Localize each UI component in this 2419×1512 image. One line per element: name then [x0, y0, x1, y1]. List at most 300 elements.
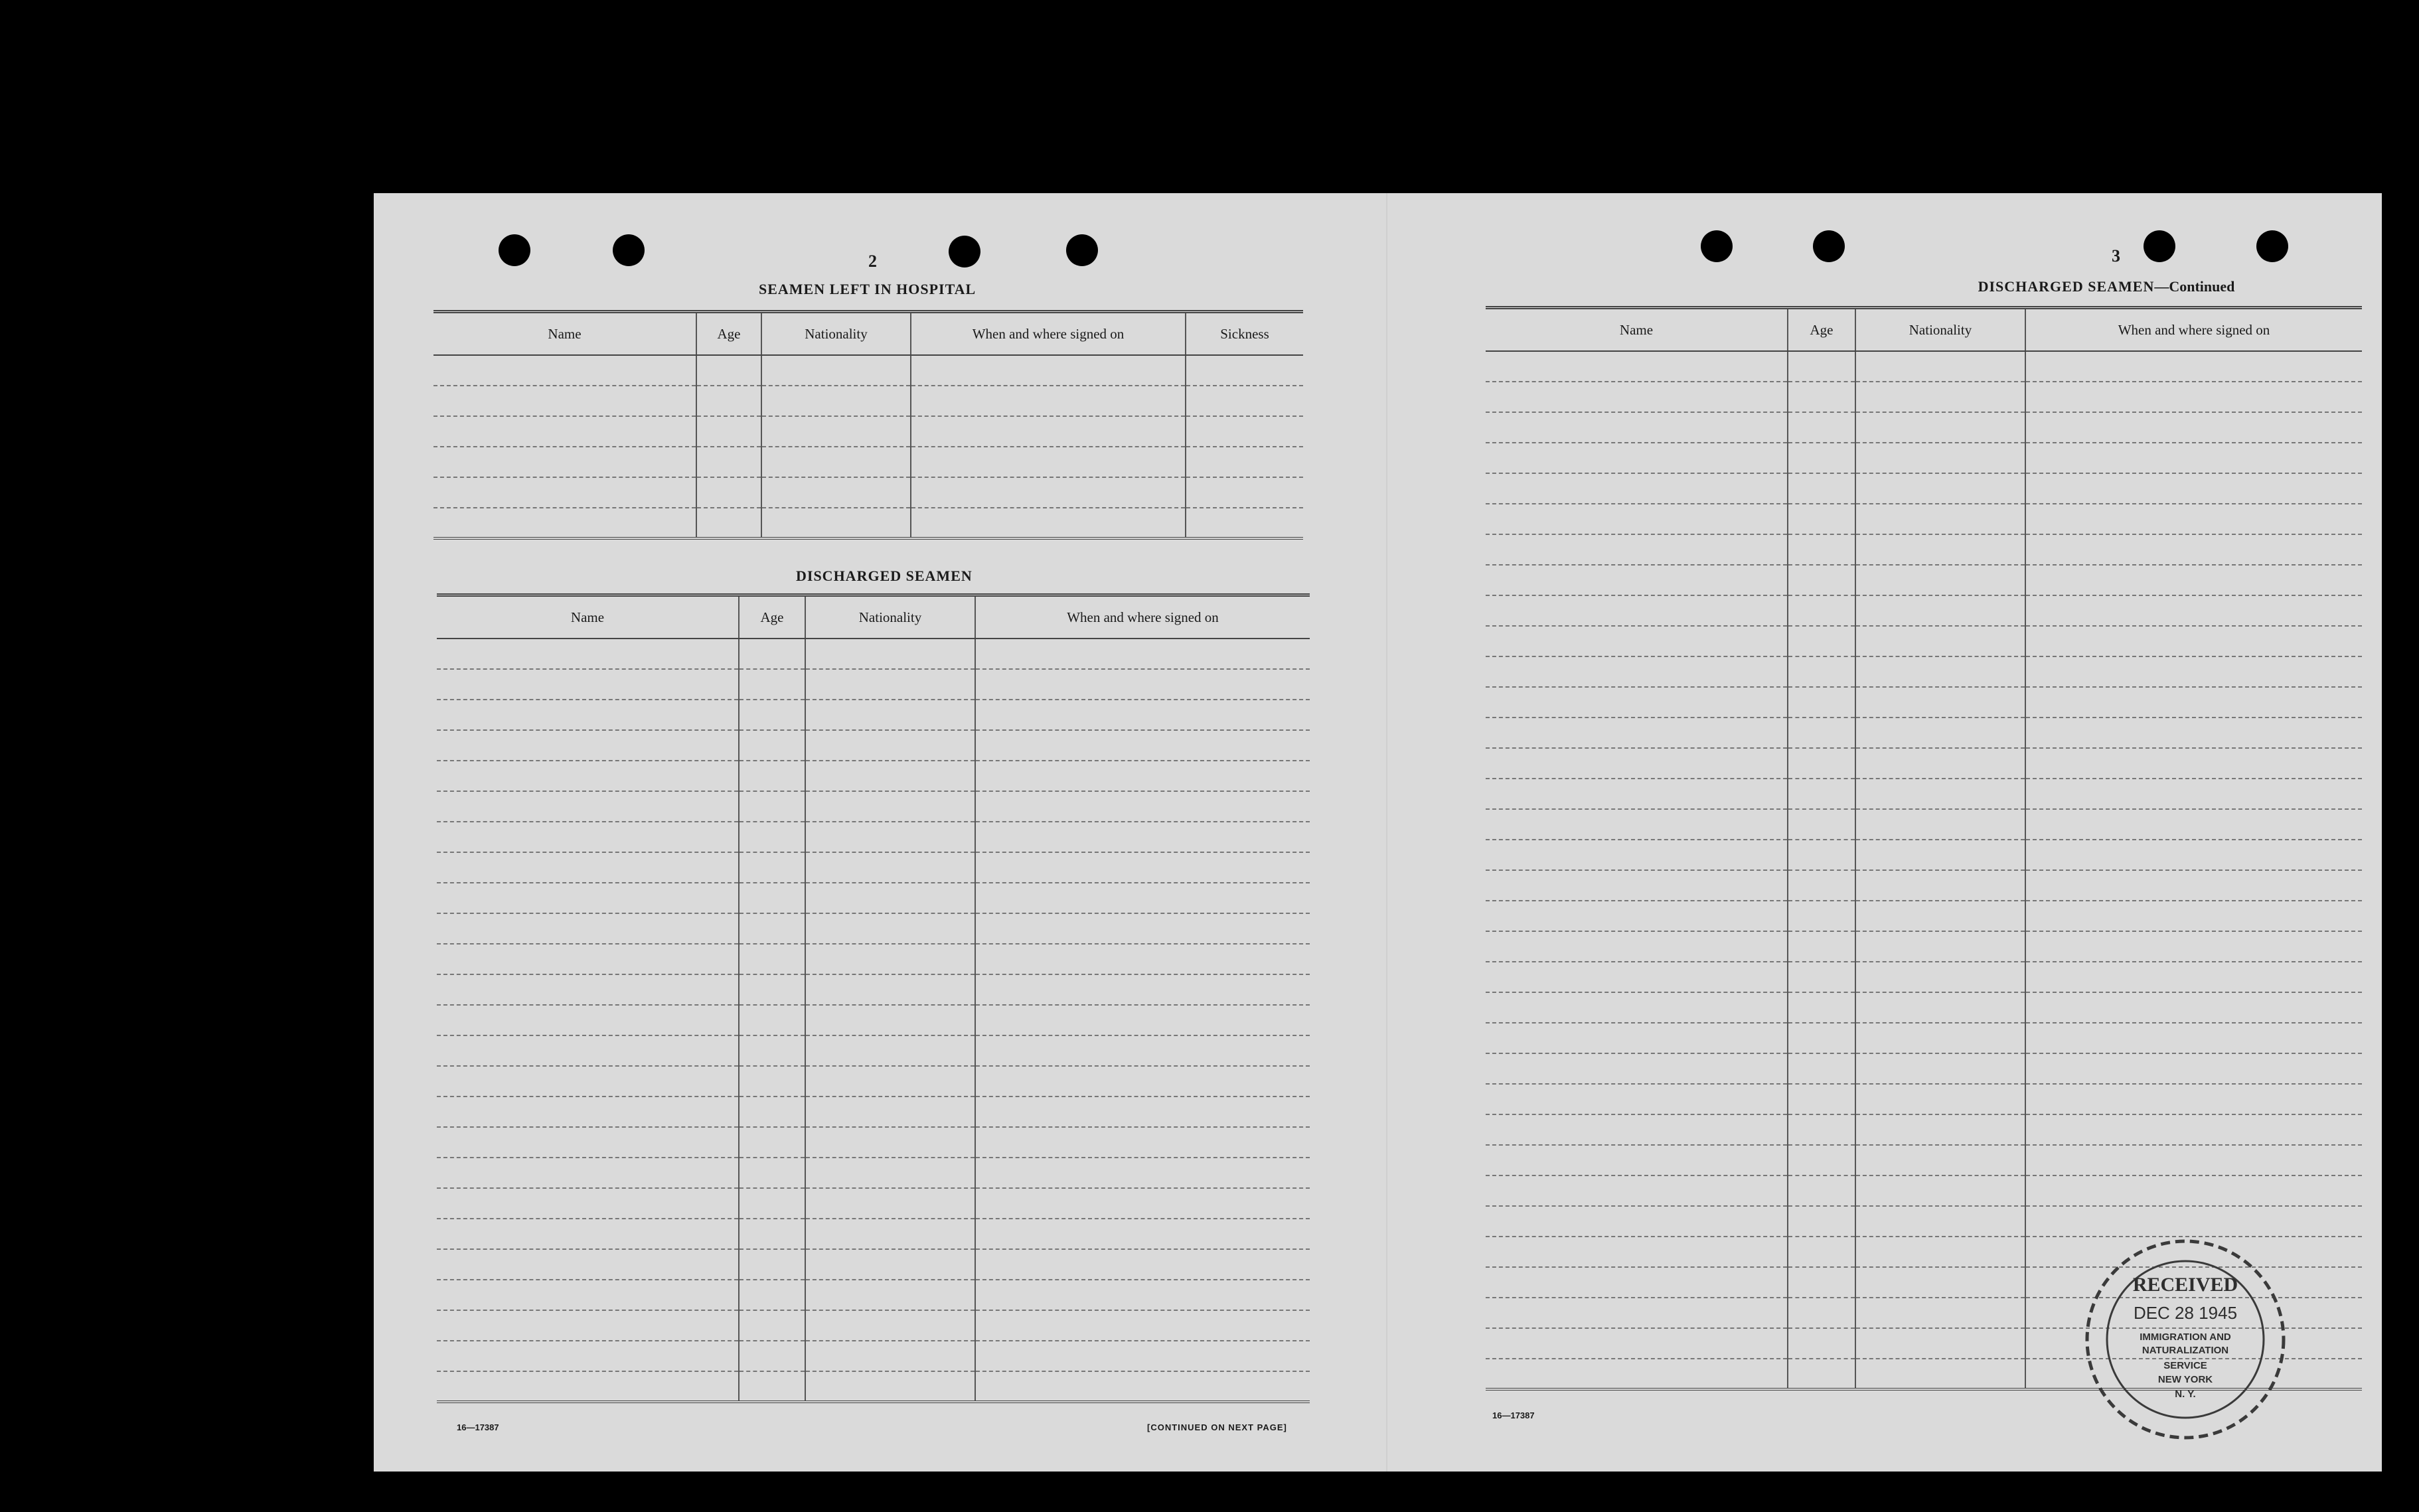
column-header: Nationality [761, 312, 911, 356]
table-header-row [433, 312, 1303, 356]
table-cell [975, 974, 1310, 1005]
table-row [437, 913, 1310, 944]
table-cell [1855, 1298, 2025, 1328]
table-row [433, 508, 1303, 538]
table-cell [1486, 687, 1788, 718]
table-cell [1855, 840, 2025, 870]
table-cell [805, 974, 975, 1005]
table-cell [805, 1249, 975, 1280]
table-cell [437, 669, 739, 700]
table-cell [975, 883, 1310, 913]
table-cell [975, 1066, 1310, 1096]
table-cell [1486, 382, 1788, 412]
section-title-main: DISCHARGED SEAMEN [1978, 278, 2155, 295]
table-cell [437, 913, 739, 944]
section-title-suffix: —Continued [2154, 278, 2235, 295]
table-row [1486, 809, 2362, 840]
table-cell [1788, 1114, 1855, 1145]
table-cell [975, 700, 1310, 730]
table-row [1486, 1175, 2362, 1206]
table-cell [1855, 1114, 2025, 1145]
table-row [1486, 748, 2362, 779]
table-cell [1486, 656, 1788, 687]
table-cell [1486, 1328, 1788, 1359]
column-header: When and where signed on [2025, 308, 2362, 352]
table-cell [761, 508, 911, 538]
continued-note: [CONTINUED ON NEXT PAGE] [1147, 1422, 1287, 1432]
table-row [1486, 595, 2362, 626]
table-cell [805, 1341, 975, 1371]
table-row [437, 730, 1310, 761]
table-cell [1486, 1145, 1788, 1175]
table-cell [1788, 870, 1855, 901]
table-cell [739, 852, 805, 883]
table-cell [1855, 809, 2025, 840]
table-cell [1486, 779, 1788, 809]
table-row [437, 761, 1310, 791]
table-cell [1788, 718, 1855, 748]
table-cell [975, 1249, 1310, 1280]
table-cell [1186, 386, 1303, 416]
table-cell [1855, 931, 2025, 962]
hospital-table [433, 310, 1303, 540]
table-cell [437, 822, 739, 852]
table-cell [1788, 1175, 1855, 1206]
table-cell [1855, 382, 2025, 412]
table-cell [1486, 748, 1788, 779]
column-header: Age [696, 312, 761, 356]
table-cell [739, 974, 805, 1005]
table-cell [975, 852, 1310, 883]
table-cell [437, 1280, 739, 1310]
table-cell [437, 1158, 739, 1188]
table-row [1486, 565, 2362, 595]
table-row [1486, 901, 2362, 931]
table-row [1486, 931, 2362, 962]
table-cell [696, 416, 761, 447]
left-page [374, 193, 1369, 1472]
table-cell [805, 1371, 975, 1402]
table-cell [1855, 870, 2025, 901]
table-cell [761, 386, 911, 416]
table-cell [805, 730, 975, 761]
table-cell [437, 944, 739, 974]
table-row [1486, 1206, 2362, 1237]
table-cell [1788, 473, 1855, 504]
table-row [437, 669, 1310, 700]
table-row [1486, 1114, 2362, 1145]
table-cell [1186, 447, 1303, 477]
table-cell [739, 1249, 805, 1280]
table-cell [2025, 1114, 2362, 1145]
table-cell [911, 416, 1186, 447]
table-cell [437, 1188, 739, 1219]
table-cell [2025, 687, 2362, 718]
table-cell [739, 1096, 805, 1127]
table-cell [1788, 1298, 1855, 1328]
table-cell [1855, 748, 2025, 779]
discharged-table [437, 593, 1310, 1403]
table-cell [1788, 1206, 1855, 1237]
table-cell [2025, 931, 2362, 962]
table-cell [805, 1127, 975, 1158]
table-cell [437, 791, 739, 822]
discharged-section-title: DISCHARGED SEAMEN [796, 567, 973, 584]
table-cell [2025, 840, 2362, 870]
table-cell [1855, 626, 2025, 656]
table-cell [1486, 1267, 1788, 1298]
received-stamp [2084, 1238, 2287, 1441]
table-cell [2025, 1206, 2362, 1237]
table-cell [1855, 1145, 2025, 1175]
table-cell [805, 944, 975, 974]
table-cell [911, 447, 1186, 477]
table-cell [911, 477, 1186, 508]
table-cell [739, 1066, 805, 1096]
table-cell [1855, 962, 2025, 992]
table-cell [1486, 870, 1788, 901]
table-cell [1855, 351, 2025, 382]
table-cell [437, 883, 739, 913]
table-cell [437, 761, 739, 791]
form-code: 16—17387 [1492, 1410, 1535, 1420]
table-row [1486, 351, 2362, 382]
table-cell [739, 913, 805, 944]
table-cell [761, 447, 911, 477]
table-cell [1486, 626, 1788, 656]
table-cell [761, 416, 911, 447]
table-cell [1186, 477, 1303, 508]
table-cell [1855, 1328, 2025, 1359]
table-cell [433, 416, 696, 447]
table-cell [975, 761, 1310, 791]
table-cell [437, 730, 739, 761]
table-cell [805, 1096, 975, 1127]
table-cell [739, 1005, 805, 1035]
table-cell [1486, 1298, 1788, 1328]
table-cell [437, 1066, 739, 1096]
table-cell [2025, 443, 2362, 473]
table-cell [761, 477, 911, 508]
table-cell [739, 1158, 805, 1188]
table-cell [437, 700, 739, 730]
column-header: Sickness [1186, 312, 1303, 356]
table-row [1486, 992, 2362, 1023]
table-row [433, 386, 1303, 416]
table-row [433, 477, 1303, 508]
table-cell [2025, 565, 2362, 595]
form-code: 16—17387 [457, 1422, 499, 1432]
table-row [1486, 962, 2362, 992]
table-cell [2025, 656, 2362, 687]
table-cell [437, 1005, 739, 1035]
table-cell [1486, 534, 1788, 565]
table-cell [1486, 1084, 1788, 1114]
table-cell [739, 730, 805, 761]
table-cell [739, 700, 805, 730]
table-cell [739, 761, 805, 791]
table-cell [1788, 1023, 1855, 1053]
table-cell [2025, 1023, 2362, 1053]
table-cell [1788, 931, 1855, 962]
table-cell [1486, 473, 1788, 504]
table-cell [739, 822, 805, 852]
table-cell [1788, 534, 1855, 565]
table-cell [1855, 1175, 2025, 1206]
table-cell [1186, 508, 1303, 538]
table-row [437, 700, 1310, 730]
table-cell [805, 761, 975, 791]
stamp-agency-line: IMMIGRATION AND [2140, 1331, 2231, 1343]
table-row [437, 822, 1310, 852]
table-row [437, 1280, 1310, 1310]
table-cell [2025, 992, 2362, 1023]
table-cell [805, 1310, 975, 1341]
table-cell [1486, 1023, 1788, 1053]
table-cell [1788, 992, 1855, 1023]
table-cell [437, 974, 739, 1005]
table-row [1486, 687, 2362, 718]
table-cell [1486, 351, 1788, 382]
table-cell [1788, 656, 1855, 687]
table-cell [739, 1188, 805, 1219]
table-cell [805, 669, 975, 700]
table-cell [1486, 1053, 1788, 1084]
table-cell [2025, 901, 2362, 931]
table-cell [739, 1341, 805, 1371]
table-cell [911, 355, 1186, 386]
table-cell [739, 791, 805, 822]
table-cell [2025, 626, 2362, 656]
table-cell [805, 1188, 975, 1219]
table-row [1486, 473, 2362, 504]
table-row [1486, 626, 2362, 656]
table-cell [437, 1310, 739, 1341]
table-cell [1855, 992, 2025, 1023]
table-cell [433, 355, 696, 386]
table-header-row [437, 595, 1310, 639]
table-cell [1788, 1145, 1855, 1175]
table-cell [975, 791, 1310, 822]
table-cell [975, 1005, 1310, 1035]
table-row [437, 1249, 1310, 1280]
table-cell [1788, 1084, 1855, 1114]
table-cell [975, 1280, 1310, 1310]
table-cell [2025, 534, 2362, 565]
table-cell [2025, 473, 2362, 504]
table-row [437, 1188, 1310, 1219]
table-cell [1486, 931, 1788, 962]
table-cell [696, 477, 761, 508]
table-cell [1855, 718, 2025, 748]
table-row [437, 944, 1310, 974]
column-header: Name [433, 312, 696, 356]
table-cell [1788, 748, 1855, 779]
table-cell [1788, 1267, 1855, 1298]
table-row [437, 1219, 1310, 1249]
table-cell [1855, 1053, 2025, 1084]
table-cell [1486, 809, 1788, 840]
table-cell [2025, 351, 2362, 382]
table-cell [433, 477, 696, 508]
table-cell [975, 1127, 1310, 1158]
table-cell [1788, 687, 1855, 718]
table-cell [1486, 840, 1788, 870]
table-cell [1855, 1206, 2025, 1237]
table-cell [696, 386, 761, 416]
column-header: Age [1788, 308, 1855, 352]
table-row [1486, 1145, 2362, 1175]
table-cell [975, 1310, 1310, 1341]
page-number: 2 [868, 252, 877, 271]
table-row [437, 1066, 1310, 1096]
table-cell [739, 639, 805, 669]
table-cell [739, 1280, 805, 1310]
table-cell [433, 508, 696, 538]
table-row [437, 883, 1310, 913]
table-cell [2025, 1145, 2362, 1175]
table-cell [437, 1096, 739, 1127]
table-cell [1788, 595, 1855, 626]
table-cell [433, 386, 696, 416]
stamp-received: RECEIVED [2132, 1274, 2238, 1296]
table-row [1486, 504, 2362, 534]
continued-section-title [1978, 278, 2235, 295]
table-cell [1186, 416, 1303, 447]
table-cell [1788, 779, 1855, 809]
table-cell [975, 1035, 1310, 1066]
table-cell [739, 883, 805, 913]
table-cell [1855, 1237, 2025, 1267]
table-cell [975, 1188, 1310, 1219]
table-cell [1788, 1237, 1855, 1267]
table-cell [433, 447, 696, 477]
table-cell [805, 1280, 975, 1310]
table-cell [911, 508, 1186, 538]
table-row [1486, 779, 2362, 809]
table-cell [1855, 412, 2025, 443]
table-cell [1855, 1023, 2025, 1053]
table-cell [805, 883, 975, 913]
column-header: Name [1486, 308, 1788, 352]
column-header: Age [739, 595, 805, 639]
table-cell [805, 791, 975, 822]
page-fold [1386, 193, 1387, 1472]
table-cell [1788, 1053, 1855, 1084]
table-cell [1855, 1084, 2025, 1114]
table-cell [1486, 1359, 1788, 1389]
table-cell [1788, 626, 1855, 656]
table-cell [739, 944, 805, 974]
table-cell [1486, 443, 1788, 473]
table-row [437, 1310, 1310, 1341]
table-cell [1486, 595, 1788, 626]
table-cell [1486, 1175, 1788, 1206]
table-cell [437, 1035, 739, 1066]
table-row [437, 1127, 1310, 1158]
stamp-agency-line: SERVICE [2163, 1360, 2207, 1371]
table-row [1486, 656, 2362, 687]
document-sheet [374, 193, 2382, 1472]
table-header-row [1486, 308, 2362, 352]
table-row [1486, 840, 2362, 870]
table-cell [1486, 1114, 1788, 1145]
table-cell [739, 1035, 805, 1066]
table-row [437, 1158, 1310, 1188]
table-cell [1486, 412, 1788, 443]
stamp-state: N. Y. [2175, 1389, 2196, 1400]
table-row [433, 447, 1303, 477]
table-cell [1788, 901, 1855, 931]
table-cell [739, 1310, 805, 1341]
stamp-agency-line: NATURALIZATION [2142, 1345, 2229, 1356]
table-cell [1855, 534, 2025, 565]
table-row [437, 974, 1310, 1005]
table-cell [805, 1219, 975, 1249]
table-cell [805, 1005, 975, 1035]
discharged-continued-table [1486, 306, 2362, 1391]
table-cell [696, 447, 761, 477]
table-cell [805, 822, 975, 852]
table-cell [805, 700, 975, 730]
table-cell [805, 1066, 975, 1096]
table-cell [761, 355, 911, 386]
table-cell [1486, 504, 1788, 534]
table-cell [805, 852, 975, 883]
table-cell [2025, 1175, 2362, 1206]
table-cell [2025, 412, 2362, 443]
stamp-date: DEC 28 1945 [2133, 1303, 2238, 1323]
table-cell [1855, 779, 2025, 809]
table-row [437, 1341, 1310, 1371]
table-cell [2025, 1084, 2362, 1114]
table-cell [437, 1371, 739, 1402]
table-cell [2025, 809, 2362, 840]
table-row [1486, 534, 2362, 565]
table-cell [2025, 382, 2362, 412]
table-cell [437, 1249, 739, 1280]
table-cell [739, 1219, 805, 1249]
table-row [1486, 412, 2362, 443]
table-cell [1855, 901, 2025, 931]
table-cell [1855, 1359, 2025, 1389]
table-cell [975, 1158, 1310, 1188]
table-cell [696, 355, 761, 386]
table-cell [805, 1035, 975, 1066]
table-cell [2025, 748, 2362, 779]
table-row [437, 1035, 1310, 1066]
table-cell [2025, 1053, 2362, 1084]
table-cell [1788, 412, 1855, 443]
table-cell [1788, 443, 1855, 473]
column-header: Nationality [1855, 308, 2025, 352]
table-cell [437, 1219, 739, 1249]
table-cell [1855, 687, 2025, 718]
table-cell [1788, 962, 1855, 992]
table-row [1486, 1023, 2362, 1053]
hospital-section-title: SEAMEN LEFT IN HOSPITAL [759, 281, 976, 297]
table-cell [1855, 504, 2025, 534]
table-cell [696, 508, 761, 538]
table-cell [975, 944, 1310, 974]
table-row [437, 1371, 1310, 1402]
table-cell [1788, 565, 1855, 595]
table-cell [975, 1371, 1310, 1402]
table-cell [739, 1371, 805, 1402]
table-cell [805, 639, 975, 669]
table-cell [975, 639, 1310, 669]
table-cell [1855, 565, 2025, 595]
